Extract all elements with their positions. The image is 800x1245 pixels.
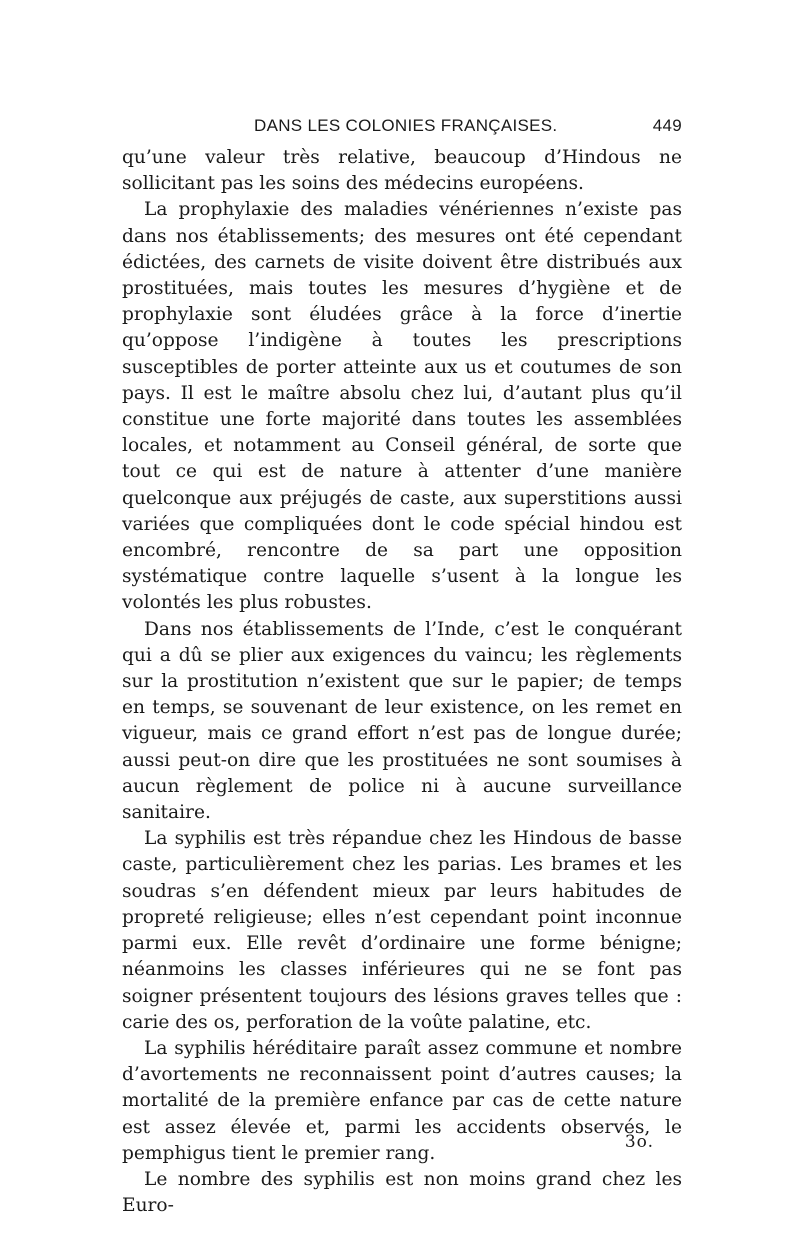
paragraph-syphilis-hindous: La syphilis est très répandue chez les Hindous de basse caste, particulièrement chez les parias. Les brames et les soudras s’en défendent mieux par leurs habitudes de propreté religieuse; elles n’est cependant point inconnue parmi eux. Elle revêt d’ordinaire une forme bénigne; néanmoins les classes inférieures qui ne se font pas soigner présentent toujours des lésions graves telles que : carie des os, perforation de la voûte palatine, etc.: [122, 828, 682, 1033]
running-head: [122, 112, 682, 142]
paragraph-syphilis-hereditaire: La syphilis héréditaire paraît assez commune et nombre d’avortements ne reconnaissent point d’autres causes; la mortalité de la première enfance par cas de cette nature est assez élevée et, parmi les accidents observés, le pemphigus tient le premier rang.: [122, 1037, 682, 1164]
running-title: DANS LES COLONIES FRANÇAISES.: [254, 116, 558, 135]
signature-mark: 3o.: [624, 1132, 654, 1152]
paragraph-etablissements-inde: Dans nos établissements de l’Inde, c’est le conquérant qui a dû se plier aux exigences du vaincu; les règlements sur la prostitution n’existent que sur le papier; de temps en temps, se souvenant de leur existence, on les remet en vigueur, mais ce grand effort n’est pas de longue durée; aussi peut-on dire que les prostituées ne sont soumises à aucun règlement de police ni à aucune surveillance sanitaire.: [122, 618, 682, 824]
paragraph-continuation: qu’une valeur très relative, beaucoup d’Hindous ne sollicitant pas les soins des médecins européens.: [122, 147, 682, 195]
page-number: 449: [652, 116, 682, 135]
book-page: [122, 0, 682, 1245]
paragraph-europeens: Le nombre des syphilis est non moins grand chez les Euro-: [122, 1168, 682, 1217]
body-text: [122, 145, 682, 1219]
paragraph-prophylaxie: La prophylaxie des maladies vénériennes n’existe pas dans nos établissements; des mesures ont été cependant édictées, des carnets de visite doivent être distribués aux prostituées, mais toutes les mesures d’hygiène et de prophylaxie sont éludées grâce à la force d’inertie qu’oppose l’indigène à toutes les prescriptions susceptibles de porter atteinte aux us et coutumes de son pays. Il est le maître absolu chez lui, d’autant plus qu’il constitue une forte majorité dans toutes les assemblées locales, et notamment au Conseil général, de sorte que tout ce qui est de nature à attenter d’une manière quelconque aux préjugés de caste, aux superstitions aussi variées que compliquées dont le code spécial hindou est encombré, rencontre de sa part une opposition systématique contre laquelle s’usent à la longue les volontés les plus robustes.: [122, 199, 682, 614]
